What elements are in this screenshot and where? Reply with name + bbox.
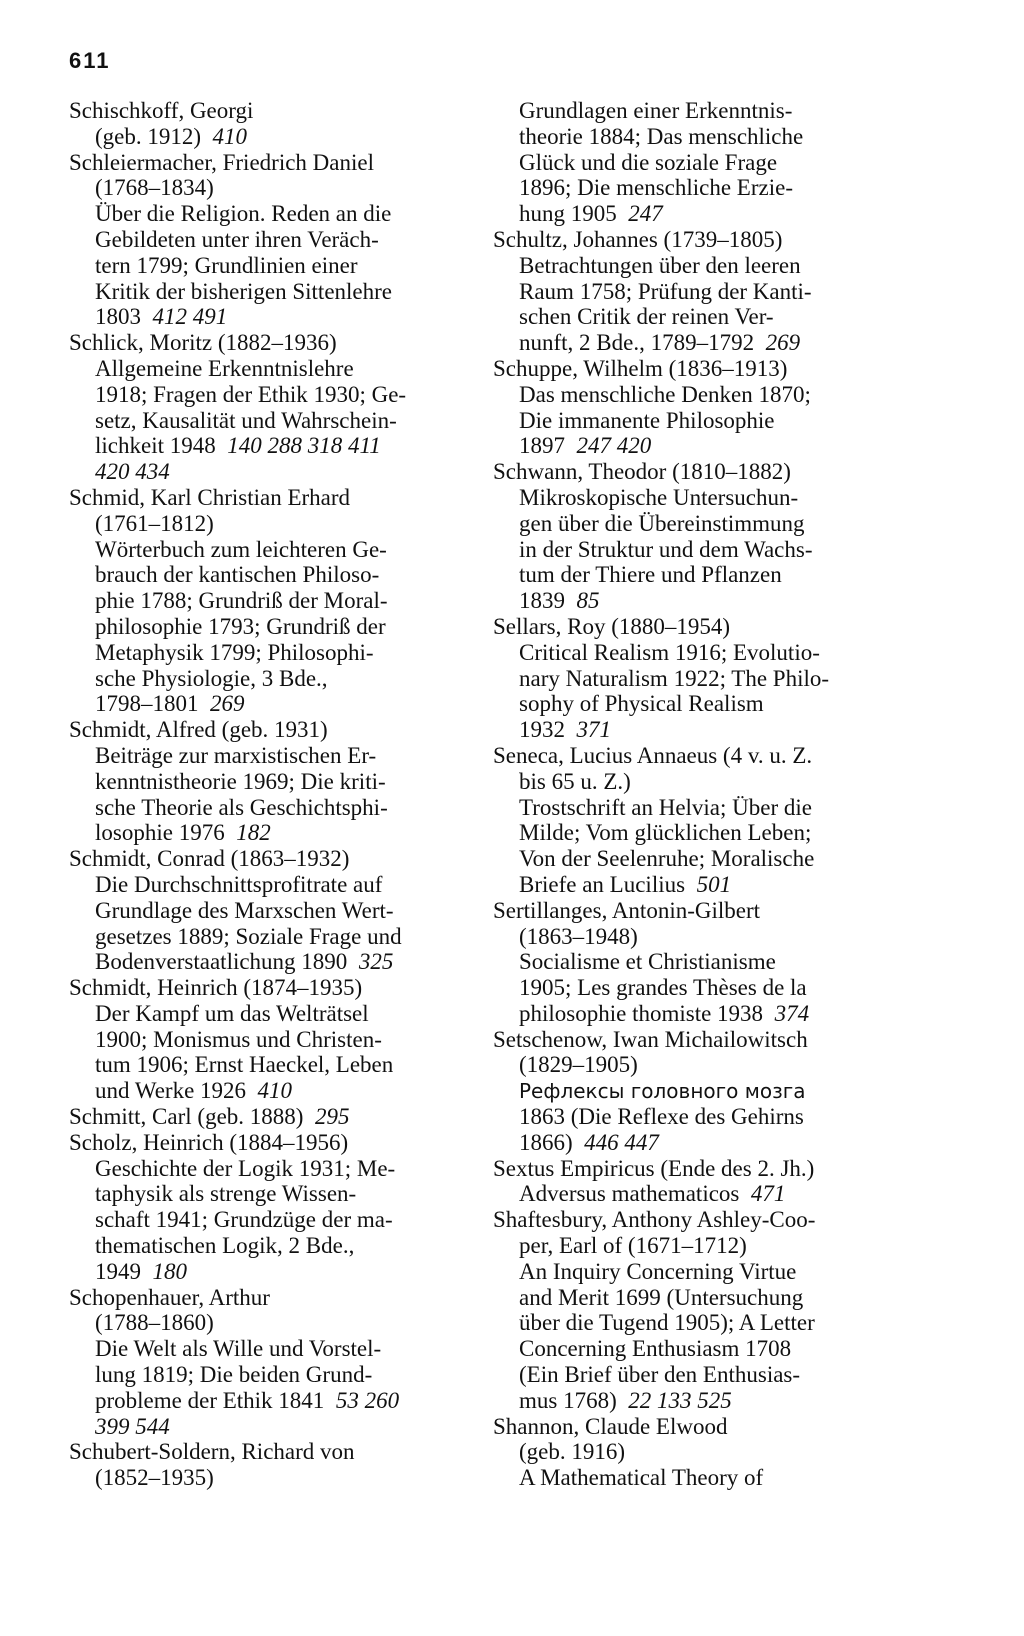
entry-line	[69, 666, 489, 692]
entry-line	[69, 1078, 489, 1104]
entry-heading-line	[493, 898, 913, 924]
entry-text: thematischen Logik, 2 Bde.,	[95, 1233, 355, 1259]
page-reference: 182	[236, 820, 271, 846]
entry-text: Scholz, Heinrich (1884–1956)	[69, 1129, 349, 1155]
entry-line	[493, 485, 913, 511]
page-reference: 446 447	[584, 1129, 659, 1155]
page-reference: 410	[212, 123, 248, 149]
entry-heading-line	[493, 459, 913, 485]
entry-text: per, Earl of (1671–1712)	[519, 1233, 747, 1259]
entry-line	[69, 304, 489, 330]
page-reference: 471	[750, 1181, 786, 1207]
entry-line	[493, 537, 913, 563]
index-entry	[493, 356, 913, 459]
index-entry	[69, 485, 489, 717]
entry-text: Allgemeine Erkenntnislehre	[95, 355, 354, 381]
page-reference: 85	[576, 588, 600, 614]
entry-text: Schubert-Soldern, Richard von	[69, 1439, 355, 1465]
entry-line	[69, 382, 489, 408]
entry-text: Schleiermacher, Friedrich Daniel	[69, 149, 374, 175]
entry-text: Shaftesbury, Anthony Ashley-Coo-	[493, 1207, 816, 1233]
entry-line	[69, 356, 489, 382]
entry-line	[69, 743, 489, 769]
entry-text: Schuppe, Wilhelm (1836–1913)	[493, 355, 788, 381]
entry-line	[69, 459, 489, 485]
left-column	[69, 98, 489, 1491]
entry-line	[493, 1052, 913, 1078]
entry-line	[69, 562, 489, 588]
entry-line	[69, 691, 489, 717]
entry-line	[493, 717, 913, 743]
entry-text: in der Struktur und dem Wachs-	[519, 536, 813, 562]
entry-text: Critical Realism 1916; Evolutio-	[519, 639, 820, 665]
entry-line	[69, 1027, 489, 1053]
index-entry	[69, 1130, 489, 1285]
entry-text: gesetzes 1889; Soziale Frage und	[95, 923, 402, 949]
entry-line	[493, 820, 913, 846]
entry-line	[493, 1310, 913, 1336]
page-reference: 22 133 525	[628, 1387, 732, 1413]
entry-heading-line	[69, 1130, 489, 1156]
index-entry	[69, 1285, 489, 1440]
entry-text: Schmidt, Heinrich (1874–1935)	[69, 975, 363, 1001]
entry-line	[493, 949, 913, 975]
entry-text: (geb. 1912)	[95, 123, 202, 149]
entry-text: and Merit 1699 (Untersuchung	[519, 1284, 804, 1310]
entry-text: 1897	[519, 433, 565, 459]
entry-line	[493, 382, 913, 408]
entry-text: (Ein Brief über den Enthusias-	[519, 1362, 801, 1388]
entry-line	[69, 640, 489, 666]
entry-text: Kritik der bisherigen Sittenlehre	[95, 278, 393, 304]
entry-text: Schmidt, Alfred (geb. 1931)	[69, 717, 328, 743]
entry-text: lichkeit 1948	[95, 433, 216, 459]
entry-line	[493, 1388, 913, 1414]
entry-line	[69, 1310, 489, 1336]
entry-text: (1761–1812)	[95, 510, 214, 536]
entry-text: gen über die Übereinstimmung	[519, 510, 805, 536]
entry-text: 1803	[95, 304, 141, 330]
entry-text: Sextus Empiricus (Ende des 2. Jh.)	[493, 1155, 815, 1181]
entry-line	[69, 1465, 489, 1491]
entry-text: Mikroskopische Untersuchun-	[519, 484, 799, 510]
entry-text: nunft, 2 Bde., 1789–1792	[519, 330, 755, 356]
entry-text: setz, Kausalität und Wahrschein-	[95, 407, 397, 433]
page-reference: 180	[152, 1258, 187, 1284]
entry-line	[69, 1336, 489, 1362]
entry-heading-line	[69, 485, 489, 511]
entry-line	[493, 279, 913, 305]
entry-text: Gebildeten unter ihren Veräch-	[95, 226, 379, 252]
entry-text: mus 1768)	[519, 1387, 617, 1413]
entry-line	[69, 1181, 489, 1207]
page-reference: 410	[257, 1078, 293, 1104]
right-column	[493, 98, 913, 1491]
entry-line	[69, 795, 489, 821]
page-reference: 325	[358, 949, 394, 975]
entry-heading-line	[69, 150, 489, 176]
entry-line	[69, 769, 489, 795]
entry-text: Grundlage des Marxschen Wert-	[95, 897, 394, 923]
entry-heading-line	[493, 1027, 913, 1053]
entry-text: Trostschrift an Helvia; Über die	[519, 794, 812, 820]
entry-text: Die Durchschnittsprofitrate auf	[95, 871, 383, 897]
entry-text: Setschenow, Iwan Michailowitsch	[493, 1026, 808, 1052]
entry-text: phie 1788; Grundriß der Moral-	[95, 588, 388, 614]
entry-text: 1949	[95, 1258, 141, 1284]
index-entry	[493, 459, 913, 614]
entry-heading-line	[493, 1156, 913, 1182]
entry-text: Schwann, Theodor (1810–1882)	[493, 459, 791, 485]
entry-text: 1866)	[519, 1129, 573, 1155]
entry-text: tern 1799; Grundlinien einer	[95, 252, 358, 278]
entry-heading-line	[69, 1285, 489, 1311]
entry-line	[69, 175, 489, 201]
entry-line	[493, 640, 913, 666]
entry-line	[69, 820, 489, 846]
entry-text: Grundlagen einer Erkenntnis-	[519, 98, 793, 123]
entry-text: Schischkoff, Georgi	[69, 98, 254, 123]
entry-line	[69, 124, 489, 150]
entry-heading-line	[493, 227, 913, 253]
entry-text: Die immanente Philosophie	[519, 407, 775, 433]
entry-line	[493, 1001, 913, 1027]
entry-text: 1839	[519, 588, 565, 614]
page-reference: 374	[774, 1000, 810, 1026]
entry-line	[493, 201, 913, 227]
entry-text: Betrachtungen über den leeren	[519, 252, 801, 278]
index-entry	[493, 227, 913, 356]
entry-line	[69, 433, 489, 459]
entry-text: Beiträge zur marxistischen Er-	[95, 742, 377, 768]
entry-text: tum der Thiere und Pflanzen	[519, 562, 782, 588]
entry-line	[493, 150, 913, 176]
entry-line	[69, 1388, 489, 1414]
entry-line	[493, 330, 913, 356]
entry-heading-line	[493, 1207, 913, 1233]
entry-text: probleme der Ethik 1841	[95, 1387, 325, 1413]
entry-text: 1900; Monismus und Christen-	[95, 1026, 382, 1052]
entry-text: philosophie thomiste 1938	[519, 1000, 764, 1026]
entry-text: Adversus mathematicos	[519, 1181, 740, 1207]
entry-text: Schopenhauer, Arthur	[69, 1284, 270, 1310]
index-entry	[69, 717, 489, 846]
entry-line	[69, 201, 489, 227]
entry-text: Wörterbuch zum leichteren Ge-	[95, 536, 387, 562]
entry-text: 1863 (Die Reflexe des Gehirns	[519, 1104, 804, 1130]
entry-line	[493, 1362, 913, 1388]
entry-text: brauch der kantischen Philoso-	[95, 562, 380, 588]
page-reference: 371	[576, 717, 611, 743]
entry-text: Milde; Vom glücklichen Leben;	[519, 820, 812, 846]
index-entry	[493, 898, 913, 1027]
entry-heading-line	[69, 846, 489, 872]
entry-text: (geb. 1916)	[519, 1439, 626, 1465]
index-entry	[69, 846, 489, 975]
index-entry	[493, 614, 913, 743]
entry-text: Seneca, Lucius Annaeus (4 v. u. Z.	[493, 742, 813, 768]
entry-line	[493, 98, 913, 124]
entry-line	[493, 253, 913, 279]
entry-heading-line	[69, 1439, 489, 1465]
index-entry	[69, 98, 489, 150]
entry-text: An Inquiry Concerning Virtue	[519, 1258, 797, 1284]
entry-line	[493, 1259, 913, 1285]
entry-text: Schultz, Johannes (1739–1805)	[493, 226, 783, 252]
entry-text: Geschichte der Logik 1931; Me-	[95, 1155, 396, 1181]
index-entry	[493, 1027, 913, 1156]
entry-text: Schlick, Moritz (1882–1936)	[69, 330, 337, 356]
entry-line	[493, 124, 913, 150]
entry-text: (1863–1948)	[519, 923, 638, 949]
index-entry	[69, 975, 489, 1104]
page-reference: 269	[210, 691, 245, 717]
entry-heading-line	[69, 98, 489, 124]
entry-line	[493, 511, 913, 537]
entry-text: (1829–1905)	[519, 1052, 638, 1078]
entry-line	[493, 1181, 913, 1207]
entry-line	[69, 1414, 489, 1440]
entry-text: Рефлексы головного мозга	[519, 1079, 806, 1104]
entry-heading-line	[69, 330, 489, 356]
entry-line	[69, 408, 489, 434]
entry-line	[493, 1104, 913, 1130]
entry-text: schen Critik der reinen Ver-	[519, 304, 774, 330]
entry-text: Raum 1758; Prüfung der Kanti-	[519, 278, 812, 304]
entry-line	[69, 1052, 489, 1078]
index-entry	[69, 330, 489, 485]
entry-text: Die Welt als Wille und Vorstel-	[95, 1336, 382, 1362]
entry-text: sche Physiologie, 3 Bde.,	[95, 665, 328, 691]
index-entry	[493, 743, 913, 898]
entry-text: kenntnistheorie 1969; Die kriti-	[95, 768, 386, 794]
page-number: 611	[69, 48, 111, 73]
entry-line	[69, 588, 489, 614]
entry-line	[493, 588, 913, 614]
entry-line	[69, 1156, 489, 1182]
entry-line	[493, 795, 913, 821]
page-reference: 53 260	[335, 1387, 400, 1413]
entry-text: losophie 1976	[95, 820, 225, 846]
index-entry	[493, 1207, 913, 1413]
entry-line	[493, 304, 913, 330]
index-entry	[69, 1439, 489, 1491]
entry-text: Das menschliche Denken 1870;	[519, 381, 811, 407]
entry-text: Sertillanges, Antonin-Gilbert	[493, 897, 761, 923]
entry-line	[493, 691, 913, 717]
entry-text: sche Theorie als Geschichtsphi-	[95, 794, 388, 820]
page-reference: 247	[628, 201, 663, 227]
entry-text: (1788–1860)	[95, 1310, 214, 1336]
entry-text: Bodenverstaatlichung 1890	[95, 949, 348, 975]
entry-line	[493, 175, 913, 201]
entry-text: lung 1819; Die beiden Grund-	[95, 1362, 373, 1388]
entry-text: sophy of Physical Realism	[519, 691, 764, 717]
entry-line	[69, 949, 489, 975]
entry-text: über die Tugend 1905); A Letter	[519, 1310, 815, 1336]
entry-line	[69, 614, 489, 640]
entry-text: bis 65 u. Z.)	[519, 768, 631, 794]
entry-line	[69, 511, 489, 537]
entry-text: taphysik als strenge Wissen-	[95, 1181, 357, 1207]
entry-text: Von der Seelenruhe; Moralische	[519, 846, 815, 872]
entry-line	[69, 1259, 489, 1285]
entry-text: Über die Religion. Reden an die	[95, 201, 392, 227]
entry-text: Schmid, Karl Christian Erhard	[69, 484, 351, 510]
page-reference: 420 434	[95, 459, 170, 485]
entry-text: tum 1906; Ernst Haeckel, Leben	[95, 1052, 394, 1078]
entry-text: Glück und die soziale Frage	[519, 149, 778, 175]
entry-text: (1768–1834)	[95, 175, 214, 201]
entry-line	[493, 433, 913, 459]
entry-text: philosophie 1793; Grundriß der	[95, 613, 386, 639]
entry-text: Shannon, Claude Elwood	[493, 1413, 728, 1439]
entry-line	[69, 227, 489, 253]
entry-line	[69, 1001, 489, 1027]
entry-line	[69, 924, 489, 950]
entry-line	[493, 562, 913, 588]
entry-text: 1905; Les grandes Thèses de la	[519, 975, 807, 1001]
page-reference: 412 491	[152, 304, 228, 330]
entry-line	[493, 769, 913, 795]
entry-text: Briefe an Lucilius	[519, 871, 686, 897]
entry-line	[493, 872, 913, 898]
index-entry	[69, 1104, 489, 1130]
entry-text: Sellars, Roy (1880–1954)	[493, 613, 731, 639]
entry-line	[69, 537, 489, 563]
entry-line	[69, 872, 489, 898]
page-reference: 140 288 318 411	[227, 433, 381, 459]
entry-text: Socialisme et Christianisme	[519, 949, 776, 975]
entry-line	[493, 408, 913, 434]
entry-text: Schmitt, Carl (geb. 1888)	[69, 1104, 304, 1130]
entry-heading-line	[493, 1414, 913, 1440]
entry-heading-line	[493, 614, 913, 640]
entry-line	[493, 1439, 913, 1465]
entry-line	[69, 898, 489, 924]
entry-heading-line	[493, 743, 913, 769]
entry-heading-line	[493, 356, 913, 382]
entry-text: nary Naturalism 1922; The Philo-	[519, 665, 830, 691]
entry-line	[493, 975, 913, 1001]
entry-line	[493, 1078, 913, 1104]
entry-line	[69, 279, 489, 305]
entry-text: 1932	[519, 717, 565, 743]
entry-line	[69, 1362, 489, 1388]
entry-heading-line	[69, 975, 489, 1001]
page-reference: 501	[696, 871, 732, 897]
entry-text: (1852–1935)	[95, 1465, 214, 1491]
entry-line	[493, 666, 913, 692]
index-entry	[493, 1156, 913, 1208]
entry-line	[69, 253, 489, 279]
entry-text: 1918; Fragen der Ethik 1930; Ge-	[95, 381, 407, 407]
index-entry	[493, 1414, 913, 1491]
index-entry	[493, 98, 913, 227]
entry-text: und Werke 1926	[95, 1078, 247, 1104]
entry-heading-line	[69, 717, 489, 743]
entry-text: Metaphysik 1799; Philosophi-	[95, 639, 374, 665]
entry-text: Concerning Enthusiasm 1708	[519, 1336, 792, 1362]
index-entry	[69, 150, 489, 331]
page-reference: 399 544	[95, 1413, 170, 1439]
entry-line	[69, 1233, 489, 1259]
entry-text: 1896; Die menschliche Erzie-	[519, 175, 793, 201]
page-reference: 247 420	[576, 433, 652, 459]
entry-text: A Mathematical Theory of	[519, 1465, 764, 1491]
entry-text: 1798–1801	[95, 691, 199, 717]
entry-text: theorie 1884; Das menschliche	[519, 123, 804, 149]
entry-line	[493, 1285, 913, 1311]
entry-text: Schmidt, Conrad (1863–1932)	[69, 846, 350, 872]
entry-line	[69, 1207, 489, 1233]
page-reference: 269	[765, 330, 801, 356]
entry-line	[493, 924, 913, 950]
entry-text: hung 1905	[519, 201, 617, 227]
entry-line	[493, 846, 913, 872]
entry-heading-line	[69, 1104, 489, 1130]
entry-text: Der Kampf um das Welträtsel	[95, 1000, 369, 1026]
entry-line	[493, 1465, 913, 1491]
entry-line	[493, 1130, 913, 1156]
entry-text: schaft 1941; Grundzüge der ma-	[95, 1207, 393, 1233]
entry-line	[493, 1336, 913, 1362]
page-reference: 295	[314, 1104, 350, 1130]
entry-line	[493, 1233, 913, 1259]
